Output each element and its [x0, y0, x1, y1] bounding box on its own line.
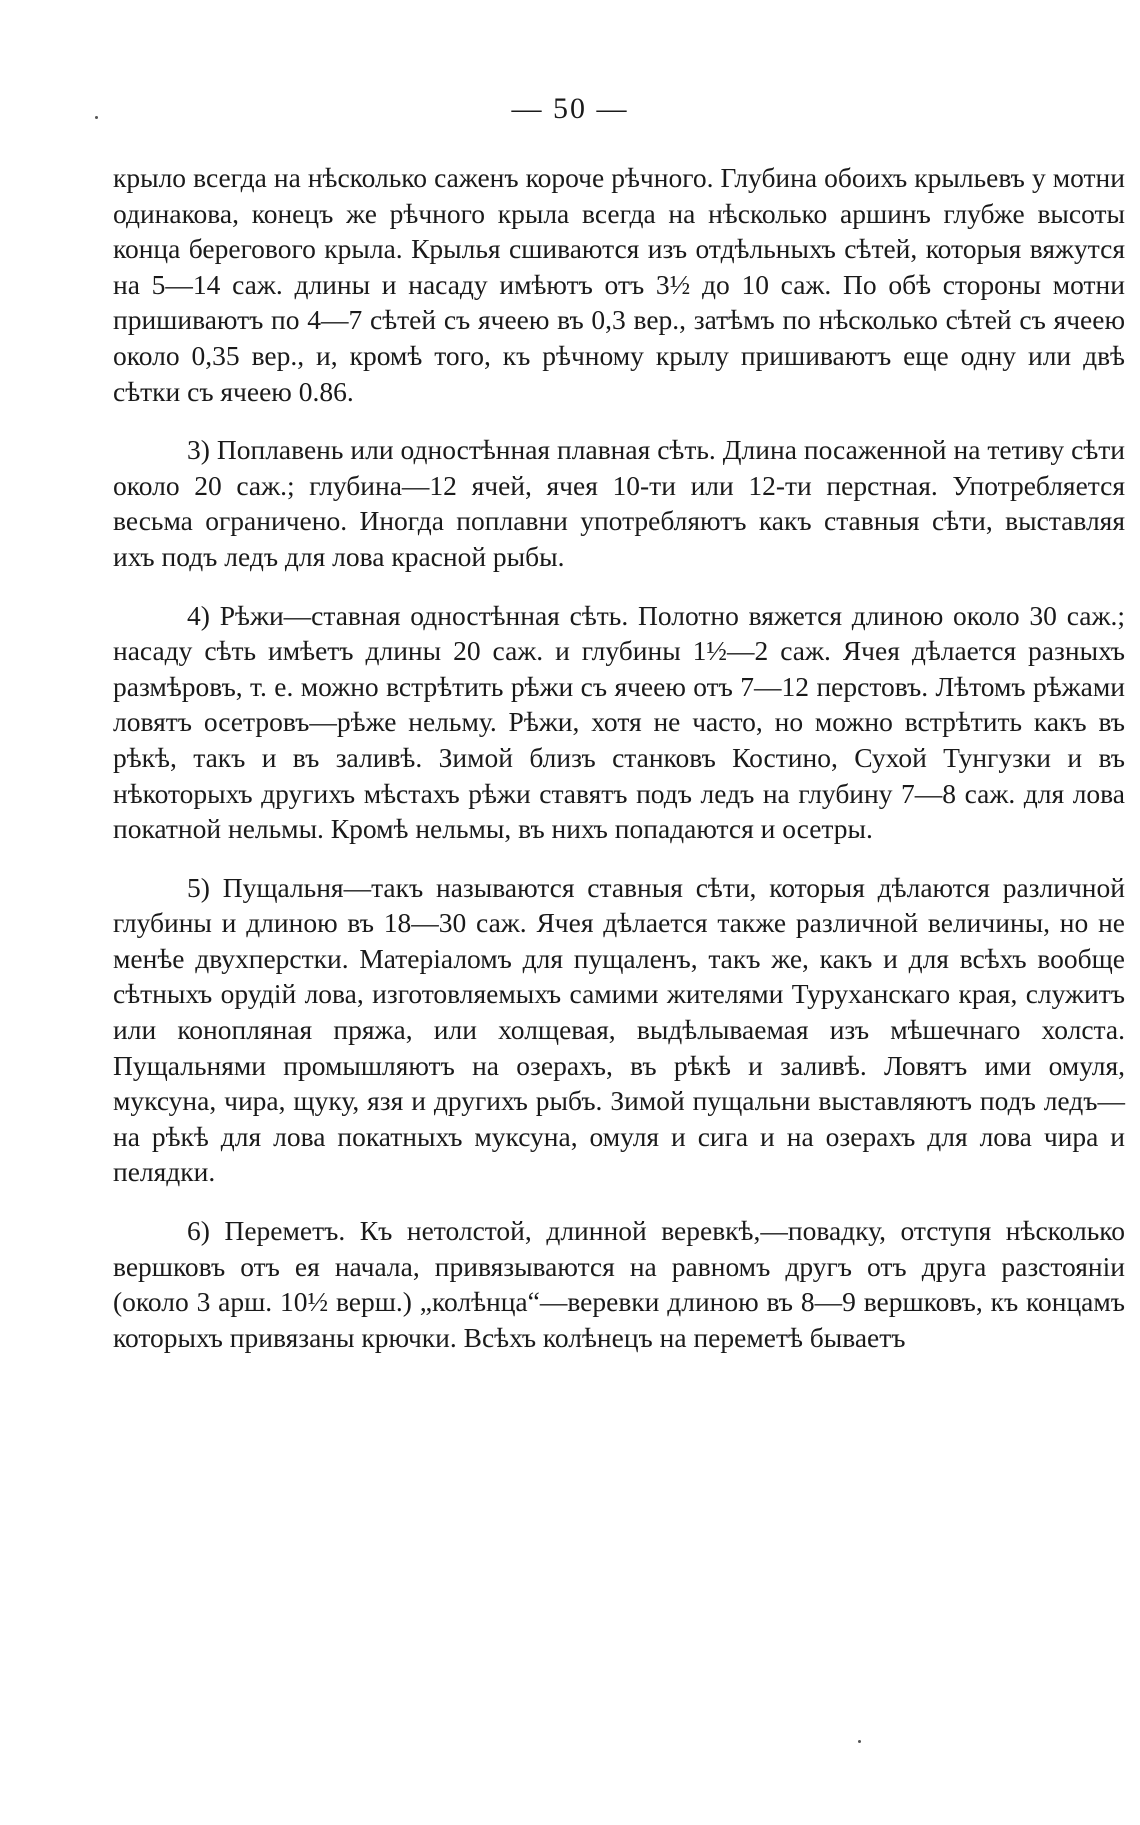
- page-body: [113, 160, 1125, 1355]
- paragraph-item-6: 6) Переметъ. Къ нетолстой, длинной веревкѣ,—повадку, отступя нѣсколько вершковъ отъ ея начала, привязываются на равномъ другъ отъ друга разстояніи (около 3 арш. 10½ верш.) „колѣнца“—веревки длиною въ 8—9 вершковъ, къ концамъ которыхъ привязаны крючки. Всѣхъ колѣнецъ на переметѣ бываетъ: [113, 1215, 1125, 1353]
- print-speck-bottom: [858, 1740, 861, 1743]
- paragraph-item-5: 5) Пущальня—такъ называются ставныя сѣти, которыя дѣлаются различной глубины и длиною въ 18—30 саж. Ячея дѣлается также различной величины, но не менѣе двухперстки. Матеріаломъ для пущаленъ, такъ же, какъ и для всѣхъ вообще сѣтныхъ орудій лова, изготовляемыхъ самими жителями Туруханскаго края, служитъ или конопляная пряжа, или холщевая, выдѣлываемая изъ мѣшечнаго холста. Пущальнями промышляютъ на озерахъ, въ рѣкѣ и заливѣ. Ловятъ ими омуля, муксуна, чира, щуку, язя и другихъ рыбъ. Зимой пущальни выставляютъ подъ ледъ—на рѣкѣ для лова покатныхъ муксуна, омуля и сига и на озерахъ для лова чира и пелядки.: [113, 871, 1125, 1188]
- paragraph-item-4: 4) Рѣжи—ставная одностѣнная сѣть. Полотно вяжется длиною около 30 саж.; насаду сѣть имѣетъ длины 20 саж. и глубины 1½—2 саж. Ячея дѣлается разныхъ размѣровъ, т. е. можно встрѣтить рѣжи съ ячеею отъ 7—12 перстовъ. Лѣтомъ рѣжами ловятъ осетровъ—рѣже нельму. Рѣжи, хотя не часто, но можно встрѣтить какъ въ рѣкѣ, такъ и въ заливѣ. Зимой близъ станковъ Костино, Сухой Тунгузки и въ нѣкоторыхъ другихъ мѣстахъ рѣжи ставятъ подъ ледъ на глубину 7—8 саж. для лова покатной нельмы. Кромѣ нельмы, въ нихъ попадаются и осетры.: [113, 599, 1125, 845]
- print-speck-top: [95, 116, 98, 119]
- page-number: — 50 —: [511, 92, 629, 125]
- paragraph-item-3: 3) Поплавень или одностѣнная плавная сѣть. Длина посаженной на тетиву сѣти около 20 саж.; глубина—12 ячей, ячея 10-ти или 12-ти перстная. Употребляется весьма ограничено. Иногда поплавни употребляютъ какъ ставныя сѣти, выставляя ихъ подъ ледъ для лова красной рыбы.: [113, 434, 1125, 572]
- paragraph-continuation: крыло всегда на нѣсколько саженъ короче рѣчного. Глубина обоихъ крыльевъ у мотни одинакова, конецъ же рѣчного крыла всегда на нѣсколько аршинъ глубже высоты конца берегового крыла. Крылья сшиваются изъ отдѣльныхъ сѣтей, которыя вяжутся на 5—14 саж. длины и насаду имѣютъ отъ 3½ до 10 саж. По обѣ стороны мотни пришиваютъ по 4—7 сѣтей съ ячеею въ 0,3 вер., затѣмъ по нѣсколько сѣтей съ ячеею около 0,35 вер., и, кромѣ того, къ рѣчному крылу пришиваютъ еще одну или двѣ сѣтки съ ячеею 0.86.: [113, 162, 1125, 407]
